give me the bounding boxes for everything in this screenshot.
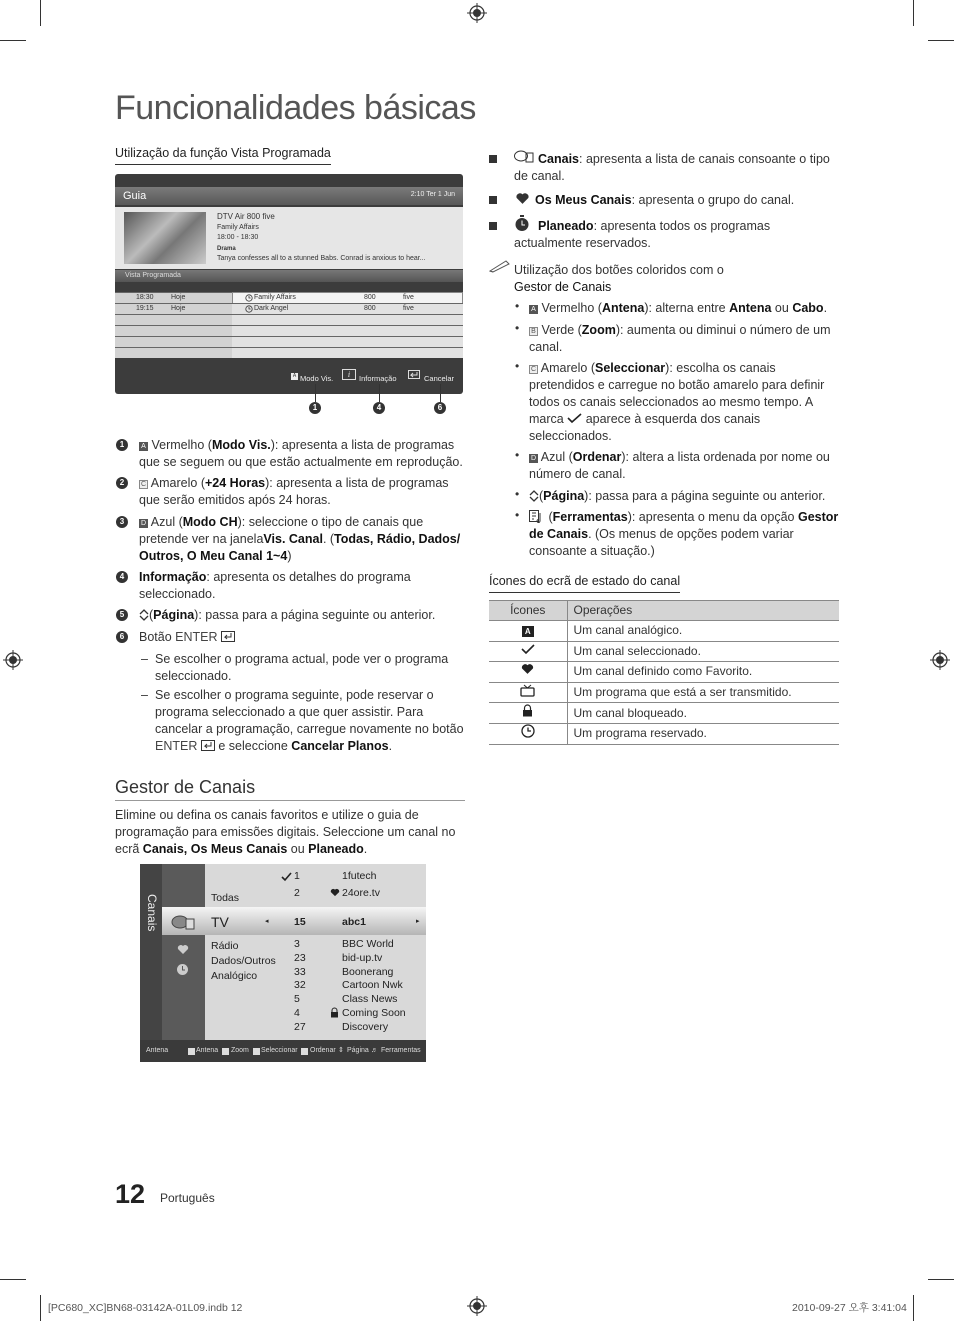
bullet-square [489,222,497,230]
dash-item: – Se escolher o programa seguinte, pode reservar o programa seleccionado a que quer assistir. Para cancelar a programação, carregue novamente no botão ENTER e seleccione Cancelar Planos. [141,687,466,755]
guide-list-label: Vista Programada [115,270,463,282]
row-time: 19:15 [136,305,154,312]
bullet-dot: • [515,299,520,313]
enter-icon [201,740,215,751]
bullet-dot: • [515,487,520,501]
blue-button-icon: D [140,520,147,527]
item-vermelho: A Vermelho (Modo Vis.): apresenta a lista de programas que se seguem ou que estão actualmente em reprodução. [139,438,463,469]
bullet-planeado: Planeado: apresenta todos os programas actualmente reservados. [514,219,771,250]
row-day: Hoje [171,294,186,301]
footer-cancel[interactable]: Cancelar [424,374,455,383]
return-icon [408,370,420,379]
clock-icon [245,305,253,313]
section-heading-vista-programada: Utilização da função Vista Programada [115,145,331,165]
table-cell: Um canal analógico. [567,621,839,642]
guide-title: Guia [123,190,147,202]
table-heading: Ícones do ecrã de estado do canal [489,573,680,593]
item-amarelo: C Amarelo (+24 Horas): apresenta a lista de programas que serão emitidos após 24 horas. [139,476,449,507]
heart-icon [177,944,189,955]
footer-info[interactable]: Informação [359,374,397,383]
guide-row-empty [115,325,463,336]
callout-4: 4 [373,402,385,414]
page-number: 12 [115,1179,146,1209]
item-number: 4 [116,571,128,583]
note-pencil-icon [489,259,511,273]
program-thumbnail [124,212,206,264]
enter-icon [221,631,235,642]
crop-mark [0,1279,26,1280]
channel-num: 32 [294,979,306,991]
section-heading-gestor: Gestor de Canais [115,775,465,801]
footer-ferramentas[interactable]: Ferramentas [381,1047,421,1054]
blue-button-icon: D [530,455,537,462]
heart-icon [515,192,530,205]
crop-mark [928,1279,954,1280]
guide-row[interactable] [115,292,463,303]
bullet-square [489,155,497,163]
blue-button-icon [301,1048,308,1055]
guide-time: 18:00 - 18:30 [217,234,259,241]
row-num: 800 [364,294,376,301]
guide-row[interactable] [115,303,463,314]
channel-name[interactable]: Cartoon Nwk [342,979,403,991]
crop-mark [40,1295,41,1321]
guide-footer [115,364,463,394]
item-number: 3 [116,516,128,528]
row-day: Hoje [171,305,186,312]
callout-line [315,384,316,402]
channel-name[interactable]: 1futech [342,870,377,882]
registration-mark-icon [3,650,23,670]
guide-row-empty [115,336,463,347]
dash-item: – Se escolher o programa actual, pode ver o programa seleccionado. [141,651,466,685]
category-radio[interactable]: Rádio [211,940,239,952]
yellow-button-icon: C [530,366,537,373]
channel-sidebar-label: Canais [145,894,159,932]
bullet-dot: • [515,448,520,462]
channel-num: 33 [294,966,306,978]
footer-mode-vis[interactable]: Modo Vis. [300,374,334,383]
category-tv[interactable]: TV [211,914,229,930]
bullet-dot: • [515,321,520,335]
channel-name[interactable]: Class News [342,993,398,1005]
header-icones: Ícones [489,601,567,621]
page-language: Português [160,1191,215,1205]
table-row [489,703,839,724]
green-button-icon [222,1048,229,1055]
channel-manager-screen [140,864,426,1062]
crop-mark [40,0,41,26]
channel-footer [140,1040,426,1062]
channel-name[interactable]: Discovery [342,1021,389,1033]
item-azul: D Azul (Modo CH): seleccione o tipo de canais que pretende ver na janelaVis. Canal. (Todas, Rádio, Dados/ Outros, O Meu Canal 1~4) [139,515,461,563]
sub-ferramentas: (Ferramentas): apresenta o menu da opção Gestor de Canais. (Os menus de opções podem variar consoante a situação.) [529,510,839,558]
table-cell: Um programa que está a ser transmitido. [567,682,839,703]
satellite-icon [170,912,196,932]
table-row [489,662,839,683]
category-dados[interactable]: Dados/Outros [211,955,276,967]
item-enter: Botão ENTER [139,629,469,646]
green-button-icon: B [529,327,538,336]
sub-pagina: (Página): passa para a página seguinte ou anterior. [529,488,839,505]
heart-icon [521,663,534,675]
check-icon [281,872,292,882]
footer-ordenar[interactable]: Ordenar [310,1047,336,1054]
guide-program: Family Affairs [217,224,259,231]
page-arrows-icon [529,490,539,502]
lock-icon [522,704,533,717]
channel-sidebar [140,864,162,1040]
bullet-os-meus-canais: Os Meus Canais: apresenta o grupo do canal. [535,193,795,207]
footer-pagina[interactable]: Página [347,1047,369,1054]
guide-row-empty [115,347,463,358]
footer-antena-label: Antena [146,1047,169,1054]
yellow-button-icon [253,1048,260,1055]
guide-row-empty [115,314,463,325]
callout-line [440,384,441,402]
footer-zoom[interactable]: Zoom [231,1047,249,1054]
channel-name[interactable]: bid-up.tv [342,952,383,964]
table-cell: Um canal definido como Favorito. [567,662,839,683]
guide-channel: DTV Air 800 five [217,212,275,221]
page-title: Funcionalidades básicas [115,89,476,127]
sub-verde: B Verde (Zoom): aumenta ou diminui o número de um canal. [529,323,831,354]
page-arrows-icon: ⇕ [338,1047,344,1054]
yellow-button-icon: C [140,481,147,488]
item-pagina: (Página): passa para a página seguinte ou anterior. [139,607,469,624]
info-icon: i [342,369,356,380]
sub-azul: D Azul (Ordenar): altera a lista ordenada por nome ou número de canal. [529,450,830,481]
bullet-dot: • [515,359,520,373]
channel-name[interactable]: Coming Soon [342,1007,406,1019]
table-row [489,682,839,703]
registration-mark-icon [467,1296,487,1316]
item-number: 2 [116,477,128,489]
channel-num: 27 [294,1021,306,1033]
clock-icon [521,724,535,738]
category-todas[interactable]: Todas [211,892,240,904]
guide-synopsis: Tanya confesses all to a stunned Babs. Conrad is anxious to hear... [217,255,426,262]
sub-vermelho: A Vermelho (Antena): alterna entre Antena ou Cabo. [529,300,839,317]
red-button-icon [188,1048,195,1055]
channel-num: 2 [294,887,300,899]
registration-mark-icon [467,3,487,23]
channel-name[interactable]: abc1 [342,916,366,928]
guide-info-panel [115,207,463,269]
item-number: 6 [116,631,128,643]
check-icon [521,644,535,655]
guide-datetime: 2:10 Ter 1 Jun [410,191,455,198]
crop-mark [928,40,954,41]
bullet-dot: • [515,508,520,522]
sub-amarelo: C Amarelo (Seleccionar): escolha os canais pretendidos e carregue no botão amarelo para definir todos os canais seleccionados ao mesmo tempo. A marca aparece à esquerda dos canais seleccionados. [529,361,825,443]
channel-name[interactable]: 24ore.tv [342,887,380,899]
row-ch: five [403,305,414,312]
red-button-icon: A [139,442,148,451]
channel-num: 5 [294,993,300,1005]
crop-mark [913,0,914,26]
bullet-canais: Canais: apresenta a lista de canais consoante o tipo de canal. [514,152,830,183]
tools-icon [529,510,545,523]
row-ch: five [403,294,414,301]
analog-icon: A [522,626,534,637]
clock-icon [245,294,253,302]
footer-seleccionar[interactable]: Seleccionar [261,1047,298,1054]
row-num: 800 [364,305,376,312]
channel-num: 1 [294,870,300,882]
lock-icon [330,1007,339,1018]
registration-mark-icon [930,650,950,670]
row-name: Family Affairs [254,294,296,301]
tv-icon [520,684,535,697]
callout-line [379,384,380,402]
crop-mark [913,1295,914,1321]
clock-icon [176,963,189,976]
guide-genre: Drama [217,246,236,252]
status-icons-table [489,600,839,745]
red-button-icon: A [292,373,297,379]
item-informacao: Informação: apresenta os detalhes do programa seleccionado. [139,570,411,601]
channel-num: 4 [294,1007,300,1019]
tools-icon: ♬ [371,1047,378,1054]
bullet-square [489,196,497,204]
channel-name[interactable]: Boonerang [342,966,394,978]
header-operacoes: Operações [567,601,839,621]
chevron-left-icon: ◂ [265,918,269,925]
chevron-right-icon: ▸ [416,918,420,925]
channel-num: 15 [294,916,306,928]
table-cell: Um canal bloqueado. [567,703,839,724]
table-row [489,641,839,662]
footer-date: 2010-09-27 오후 3:41:04 [792,1302,907,1314]
footer-antena[interactable]: Antena [196,1047,219,1054]
table-row [489,723,839,744]
red-button-icon: A [529,305,538,314]
row-time: 18:30 [136,294,154,301]
note-title: Utilização dos botões coloridos com o Gestor de Canais [514,263,724,294]
guide-header [115,187,463,205]
footer-file: [PC680_XC]BN68-03142A-01L09.indb 12 [48,1302,243,1314]
channel-name[interactable]: BBC World [342,938,394,950]
channel-num: 23 [294,952,306,964]
item-number: 1 [116,439,128,451]
callout-6: 6 [434,402,446,414]
channel-num: 3 [294,938,300,950]
check-icon [567,413,582,424]
item-number: 5 [116,609,128,621]
table-cell: Um programa reservado. [567,723,839,744]
callout-1: 1 [309,402,321,414]
table-cell: Um canal seleccionado. [567,641,839,662]
row-name: Dark Angel [254,305,289,312]
category-analogico[interactable]: Analógico [211,970,258,982]
crop-mark [0,40,26,41]
page-arrows-icon [139,609,149,621]
gestor-description: Elimine ou defina os canais favoritos e utilize o guia de programação para emissões digitais. Seleccione um canal no ecrã Canais, Os Meus Canais ou Planeado. [115,808,456,856]
table-row [489,621,839,642]
heart-icon [330,888,340,897]
guide-screen [115,174,463,394]
